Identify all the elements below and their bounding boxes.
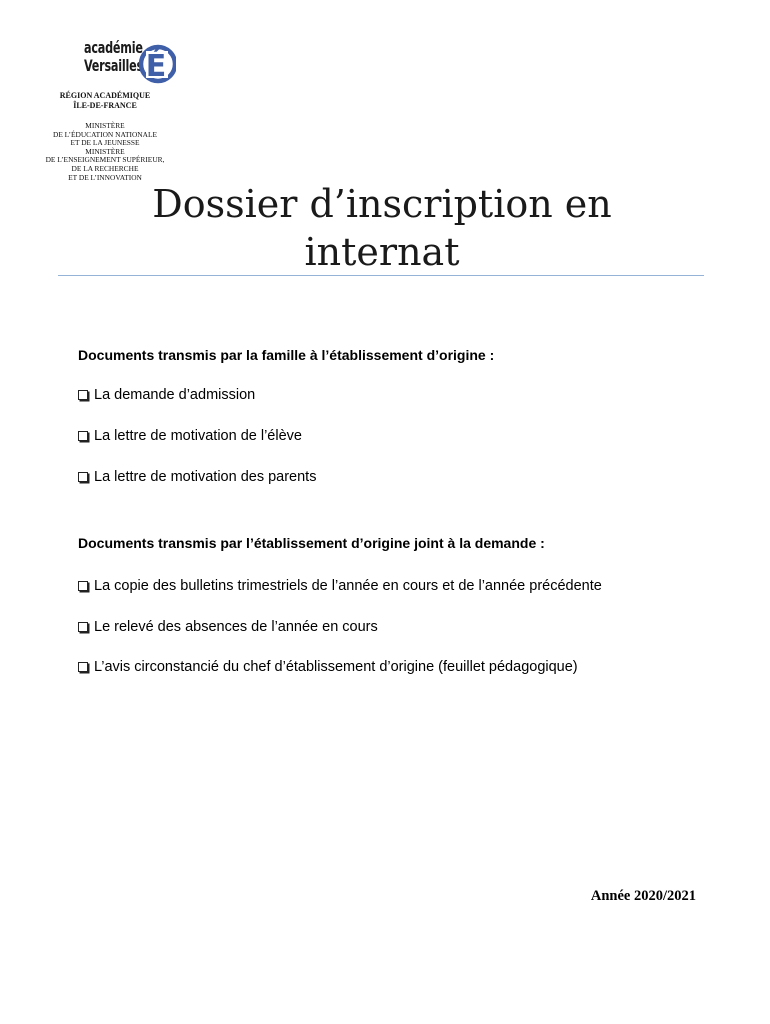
section-heading-family: Documents transmis par la famille à l’établissement d’origine : <box>78 347 495 363</box>
logo-word-academie: académie <box>84 38 143 57</box>
checklist-item[interactable] <box>78 578 602 594</box>
ministry-line: ET DE LA JEUNESSE <box>70 138 140 148</box>
region-line-2: ÎLE-DE-FRANCE <box>73 101 137 110</box>
ministry-line: DE LA RECHERCHE <box>71 163 139 173</box>
checklist-item[interactable] <box>78 428 302 444</box>
checkbox-icon[interactable] <box>78 472 88 482</box>
page-title <box>60 180 704 276</box>
region-line-1: RÉGION ACADÉMIQUE <box>59 91 151 100</box>
title-underline <box>58 275 704 276</box>
school-year: Année 2020/2021 <box>590 888 696 904</box>
checklist-item[interactable] <box>78 387 255 403</box>
ministries-block <box>40 122 170 182</box>
checklist-item-label: Le relevé des absences de l’année en cours <box>94 619 378 635</box>
checkbox-icon[interactable] <box>78 622 88 632</box>
ministry-line: DE L’ENSEIGNEMENT SUPÉRIEUR, <box>45 155 165 165</box>
checklist-item-label: La demande d’admission <box>94 387 256 403</box>
checklist-item-label: L’avis circonstancié du chef d’établissement d’origine (feuillet pédagogique) <box>94 659 578 675</box>
ministry-line: MINISTÈRE <box>85 121 125 130</box>
title-line-2: internat <box>304 230 460 274</box>
checklist-item-label: La copie des bulletins trimestriels de l’année en cours et de l’année précédente <box>94 578 602 594</box>
logo-e-mark-icon <box>136 26 176 90</box>
checkbox-icon[interactable] <box>78 581 88 591</box>
region-name <box>40 91 170 111</box>
checklist-item-label: La lettre de motivation des parents <box>94 469 317 485</box>
checklist-item[interactable] <box>78 469 316 485</box>
ministry-line: ET DE L’INNOVATION <box>68 172 142 182</box>
checkbox-icon[interactable] <box>78 390 88 400</box>
section-heading-school: Documents transmis par l’établissement d’origine joint à la demande : <box>78 535 545 551</box>
checklist-item-label: La lettre de motivation de l’élève <box>94 428 302 444</box>
title-line-1: Dossier d’inscription en <box>152 182 612 226</box>
checklist-item[interactable] <box>78 659 578 675</box>
academie-logo <box>84 26 180 94</box>
checklist-item[interactable] <box>78 619 378 635</box>
checkbox-icon[interactable] <box>78 431 88 441</box>
ministry-line: DE L’ÉDUCATION NATIONALE <box>52 129 157 139</box>
checkbox-icon[interactable] <box>78 662 88 672</box>
logo-word-versailles: Versailles <box>84 56 143 75</box>
ministry-line: MINISTÈRE <box>85 146 125 156</box>
logo-e-letter: É <box>145 49 167 84</box>
